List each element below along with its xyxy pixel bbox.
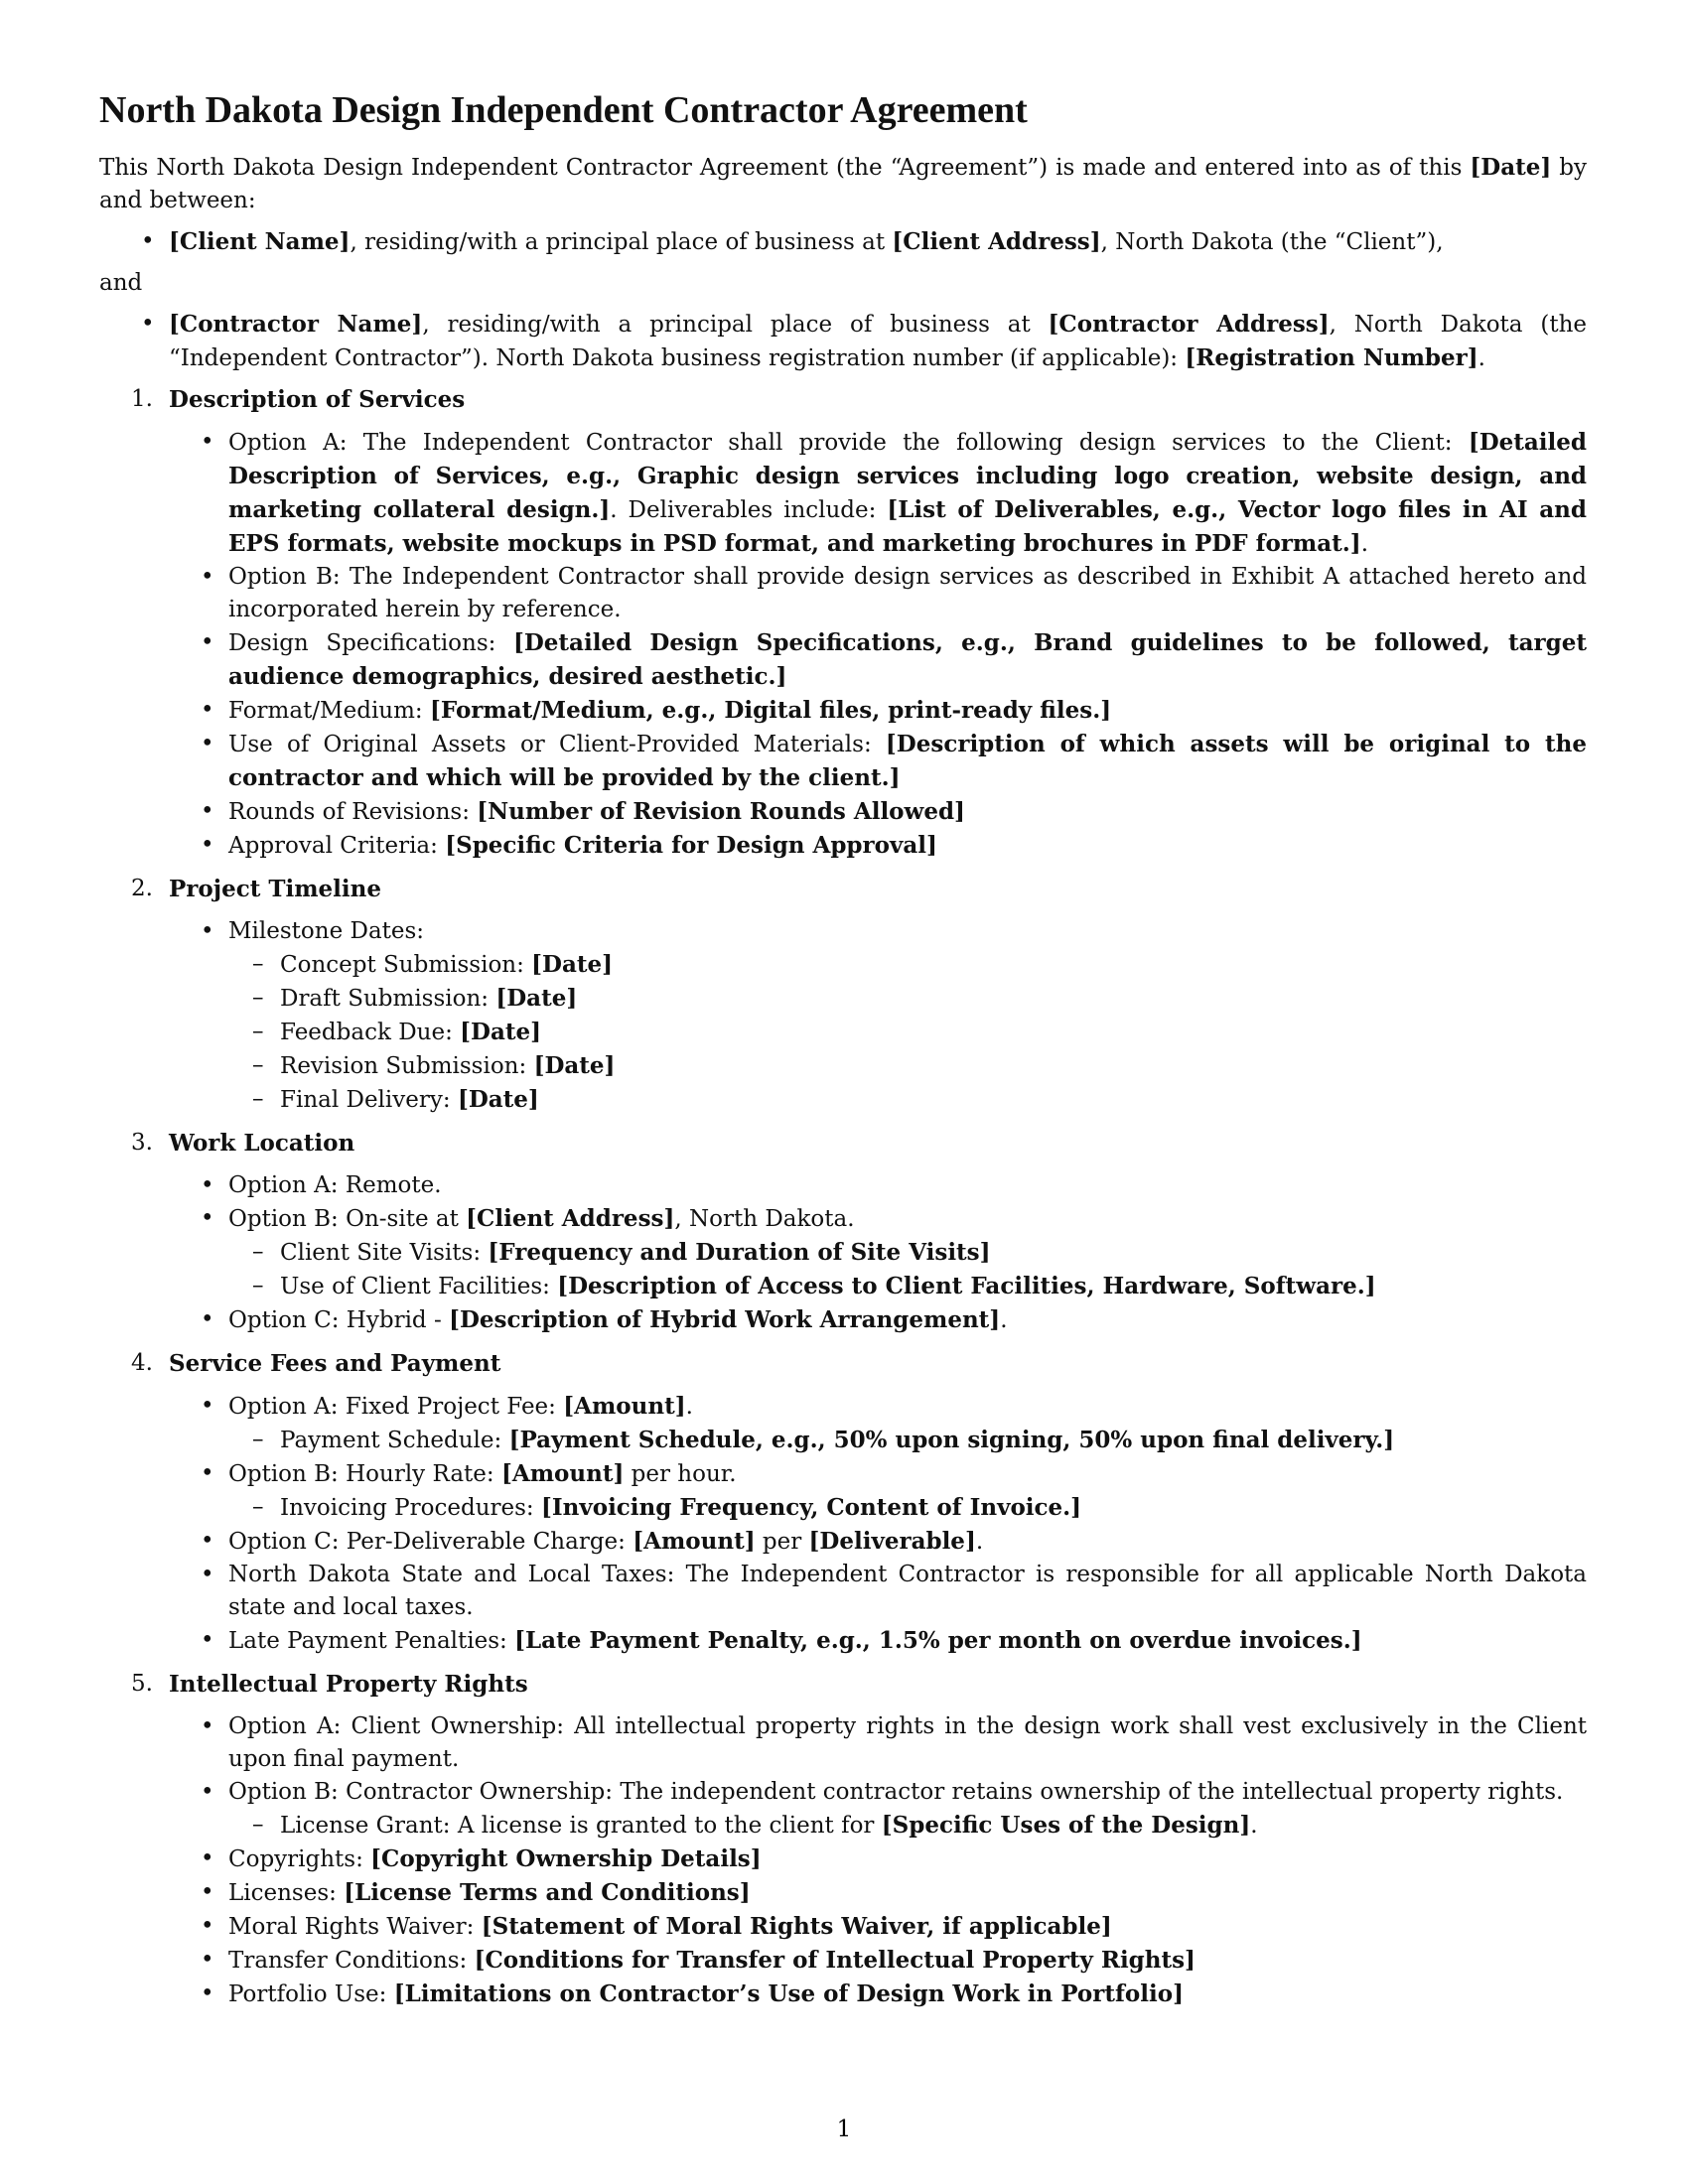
contractor-name-placeholder: [Contractor Name] [169, 311, 423, 338]
item-text: . [1360, 531, 1368, 557]
sub-list [228, 1236, 1587, 1303]
section-intellectual-property-rights [99, 1668, 1587, 2011]
item-text: . [1000, 1307, 1008, 1333]
item-text: Milestone Dates: [228, 918, 425, 944]
list-item [169, 1525, 1587, 1559]
deliverables-placeholder: [List of Deliverables, e.g., Vector logo files in AI and EPS formats, website mockups in PSD format, and marketing brochures in PDF format.] [228, 496, 1587, 557]
item-text: Design Specifications: [228, 630, 513, 656]
item-text: Option B: Contractor Ownership: The independent contractor retains ownership of the intellectual property rights. [228, 1779, 1564, 1805]
item-text: Final Delivery: [280, 1087, 458, 1113]
placeholder: [Specific Criteria for Design Approval] [445, 832, 937, 859]
section-title: Description of Services [169, 386, 466, 413]
item-text: Option B: Hourly Rate: [228, 1461, 501, 1487]
placeholder: [Description of Hybrid Work Arrangement] [449, 1306, 1001, 1333]
item-text: Option C: Per-Deliverable Charge: [228, 1529, 633, 1555]
placeholder: [Deliverable] [808, 1528, 976, 1555]
item-text: Feedback Due: [280, 1020, 461, 1045]
list-item [169, 1624, 1587, 1658]
item-text: Rounds of Revisions: [228, 799, 478, 825]
client-text: , residing/with a principal place of business at [350, 229, 893, 255]
client-address-placeholder: [Client Address] [892, 228, 1101, 255]
item-text: Transfer Conditions: [228, 1948, 475, 1974]
sub-item [228, 1809, 1587, 1843]
sub-item [228, 1236, 1587, 1270]
list-item [169, 1978, 1587, 2011]
placeholder: [Limitations on Contractor’s Use of Design Work in Portfolio] [393, 1980, 1184, 2007]
placeholder: [Invoicing Frequency, Content of Invoice.] [541, 1494, 1082, 1521]
item-text: License Grant: A license is granted to the client for [280, 1813, 882, 1839]
item-text: Copyrights: [228, 1846, 371, 1872]
placeholder: [Frequency and Duration of Site Visits] [488, 1239, 991, 1266]
section-items [169, 1169, 1587, 1337]
list-item: • North Dakota State and Local Taxes: The Independent Contractor is responsible for all applicable North Dakota state and local taxes. [169, 1559, 1587, 1624]
section-project-timeline [99, 873, 1587, 1117]
client-text-end: , North Dakota (the “Client”), [1100, 229, 1444, 255]
contractor-text-mid: , North Dakota (the “Independent Contractor”). North Dakota business registration number (if applicable): [169, 312, 1587, 371]
placeholder: [Amount] [500, 1460, 625, 1487]
section-items [169, 426, 1587, 863]
list-item: • Option B: The Independent Contractor shall provide design services as described in Exhibit A attached hereto and incorporated herein by reference. [169, 561, 1587, 626]
contractor-text-end: . [1477, 345, 1485, 371]
section-items [169, 1710, 1587, 2011]
sections-list [99, 383, 1587, 2011]
party-client-list [99, 225, 1587, 259]
section-number: 1. [131, 386, 153, 412]
list-item [169, 795, 1587, 829]
section-title: Work Location [169, 1130, 355, 1157]
item-text: . [975, 1529, 984, 1555]
party-client [99, 225, 1587, 259]
item-text: Revision Submission: [280, 1053, 534, 1079]
section-title: Intellectual Property Rights [169, 1671, 528, 1698]
item-text: Payment Schedule: [280, 1428, 509, 1453]
placeholder: [Number of Revision Rounds Allowed] [477, 798, 965, 825]
item-text: Invoicing Procedures: [280, 1495, 541, 1521]
item-text: . [685, 1394, 693, 1420]
section-number: 3. [131, 1130, 153, 1156]
item-text: Client Site Visits: [280, 1240, 489, 1266]
section-title: Service Fees and Payment [169, 1350, 501, 1377]
placeholder: [Amount] [633, 1528, 756, 1555]
list-item [169, 915, 1587, 1117]
list-item [169, 728, 1587, 795]
and-connector: and [99, 270, 143, 296]
list-item [169, 1390, 1587, 1457]
sub-item [228, 1083, 1587, 1117]
section-work-location [99, 1127, 1587, 1337]
list-item [169, 694, 1587, 728]
list-item [169, 1876, 1587, 1910]
section-service-fees-and-payment [99, 1347, 1587, 1658]
placeholder: [Payment Schedule, e.g., 50% upon signing, 50% upon final delivery.] [508, 1427, 1395, 1453]
section-number: 4. [131, 1350, 153, 1376]
item-text: Licenses: [228, 1880, 345, 1906]
services-placeholder: [Detailed Description of Services, e.g., Graphic design services including logo creation, website design, and marketing collateral design.] [228, 429, 1587, 523]
intro-paragraph [99, 151, 1587, 217]
list-item [169, 1776, 1587, 1843]
item-text: per [755, 1529, 809, 1555]
section-number: 5. [131, 1671, 153, 1697]
document-title: North Dakota Design Independent Contractor Agreement [99, 89, 1028, 131]
list-item [169, 829, 1587, 863]
date-placeholder: [Date] [457, 1086, 539, 1113]
sub-item [228, 948, 1587, 982]
placeholder: [Description of Access to Client Facilities, Hardware, Software.] [557, 1273, 1376, 1299]
placeholder: [Late Payment Penalty, e.g., 1.5% per month on overdue invoices.] [514, 1627, 1362, 1654]
section-number: 2. [131, 876, 153, 901]
sub-list [228, 1424, 1587, 1457]
item-text: Format/Medium: [228, 698, 430, 724]
placeholder: [License Terms and Conditions] [344, 1879, 751, 1906]
contractor-text: , residing/with a principal place of business at [422, 312, 1049, 338]
sub-list [228, 948, 1587, 1117]
item-text: Late Payment Penalties: [228, 1628, 515, 1654]
intro-text: This North Dakota Design Independent Contractor Agreement (the “Agreement”) is made and entered into as of this [99, 155, 1471, 181]
sub-item [228, 1491, 1587, 1525]
list-item [169, 1843, 1587, 1876]
placeholder: [Amount] [563, 1393, 686, 1420]
date-placeholder: [Date] [460, 1019, 542, 1045]
item-text: Option A: Fixed Project Fee: [228, 1394, 564, 1420]
party-contractor-list [99, 308, 1587, 375]
client-name-placeholder: [Client Name] [169, 228, 351, 255]
item-text: Use of Original Assets or Client-Provided Materials: [228, 732, 886, 757]
sub-item [228, 1049, 1587, 1083]
placeholder: [Specific Uses of the Design] [881, 1812, 1251, 1839]
item-text: , North Dakota. [674, 1206, 855, 1232]
item-text: Draft Submission: [280, 986, 496, 1012]
item-text: . [1250, 1813, 1258, 1839]
item-text: Concept Submission: [280, 952, 532, 978]
list-item [169, 1457, 1587, 1525]
list-item [169, 1303, 1587, 1337]
sub-list [228, 1809, 1587, 1843]
item-text: Moral Rights Waiver: [228, 1914, 482, 1940]
placeholder: [Detailed Design Specifications, e.g., Brand guidelines to be followed, target audience demographics, desired aesthetic.] [228, 629, 1587, 690]
item-text: . Deliverables include: [610, 497, 888, 523]
date-placeholder: [Date] [495, 985, 578, 1012]
placeholder: [Copyright Ownership Details] [370, 1845, 762, 1872]
date-placeholder: [Date] [533, 1052, 616, 1079]
placeholder: [Statement of Moral Rights Waiver, if applicable] [481, 1913, 1112, 1940]
list-item: • Option A: Remote. [169, 1169, 1587, 1202]
item-text: Option B: On-site at [228, 1206, 467, 1232]
sub-item [228, 1016, 1587, 1049]
page-number: 1 [836, 2116, 852, 2142]
date-placeholder: [Date] [531, 951, 614, 978]
placeholder: [Format/Medium, e.g., Digital files, print-ready files.] [429, 697, 1112, 724]
placeholder: [Client Address] [466, 1205, 675, 1232]
registration-number-placeholder: [Registration Number] [1185, 344, 1478, 371]
section-description-of-services [99, 383, 1587, 863]
placeholder: [Description of which assets will be original to the contractor and which will be provided by the client.] [228, 731, 1588, 791]
placeholder: [Conditions for Transfer of Intellectual Property Rights] [474, 1947, 1196, 1974]
section-title: Project Timeline [169, 876, 381, 902]
party-contractor [99, 308, 1587, 375]
sub-item [228, 982, 1587, 1016]
item-text: Portfolio Use: [228, 1981, 394, 2007]
list-item [169, 1944, 1587, 1978]
item-text: Use of Client Facilities: [280, 1274, 558, 1299]
item-text: Option A: The Independent Contractor shall provide the following design services to the Client: [228, 430, 1469, 456]
list-item [169, 426, 1587, 561]
sub-list [228, 1491, 1587, 1525]
list-item [169, 1910, 1587, 1944]
sub-item [228, 1270, 1587, 1303]
list-item [169, 626, 1587, 694]
intro-text-end: by and between: [99, 155, 1588, 213]
list-item [169, 1202, 1587, 1303]
list-item: • Option A: Client Ownership: All intellectual property rights in the design work shall vest exclusively in the Client upon final payment. [169, 1710, 1587, 1776]
item-text: Option C: Hybrid - [228, 1307, 450, 1333]
sub-item [228, 1424, 1587, 1457]
document-page [99, 87, 1587, 2021]
contractor-address-placeholder: [Contractor Address] [1048, 311, 1330, 338]
item-text: Approval Criteria: [228, 833, 446, 859]
intro-date-placeholder: [Date] [1470, 154, 1552, 181]
section-items [169, 1390, 1587, 1658]
item-text: per hour. [624, 1461, 737, 1487]
section-items [169, 915, 1587, 1117]
